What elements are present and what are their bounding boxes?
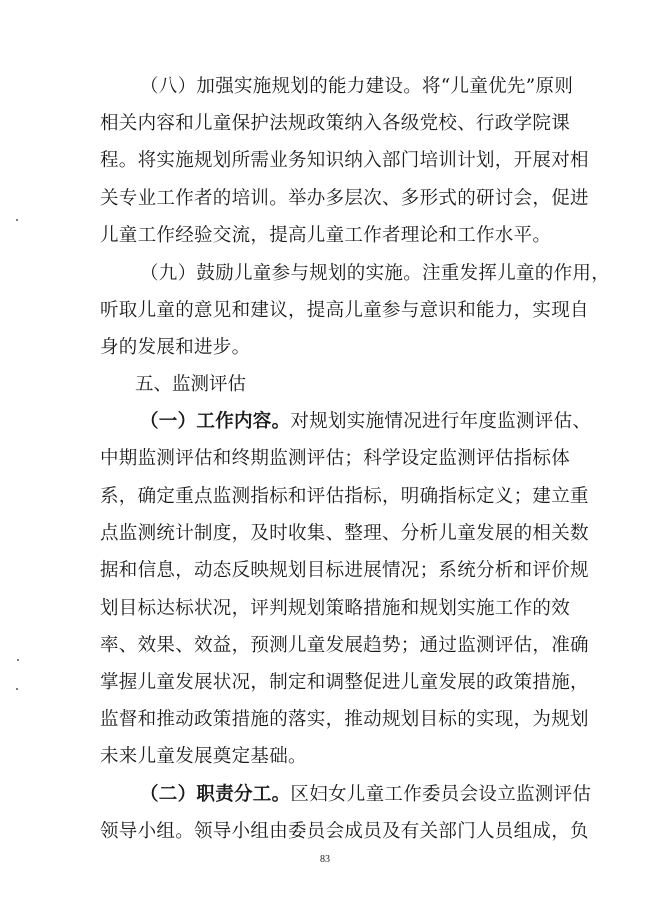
margin-mark	[16, 219, 18, 221]
paragraph-line: （八）加强实施规划的能力建设。将“儿童优先”原则	[140, 76, 574, 97]
subsection-text: 区妇女儿童工作委员会设立监测评估	[290, 784, 592, 805]
paragraph-line: 关专业工作者的培训。举办多层次、多形式的研讨会，促进	[100, 188, 589, 209]
paragraph-line: （九）鼓励儿童参与规划的实施。注重发挥儿童的作用，	[140, 263, 611, 284]
paragraph-line: 中期监测评估和终期监测评估；科学设定监测评估指标体	[100, 448, 571, 469]
paragraph-line: 领导小组。领导小组由委员会成员及有关部门人员组成，负	[100, 821, 589, 842]
paragraph-line: 率、效果、效益，预测儿童发展趋势；通过监测评估，准确	[100, 635, 589, 656]
paragraph-line: 相关内容和儿童保护法规政策纳入各级党校、行政学院课	[100, 113, 571, 134]
paragraph-line: 听取儿童的意见和建议，提高儿童参与意识和能力，实现自	[100, 300, 589, 321]
paragraph-line: 划目标达标状况，评判规划策略措施和规划实施工作的效	[100, 598, 571, 619]
margin-mark	[16, 688, 18, 690]
paragraph-line: 未来儿童发展奠定基础。	[100, 746, 307, 767]
subsection-first-line	[140, 782, 592, 808]
paragraph-line: 监督和推动政策措施的落实，推动规划目标的实现，为规划	[100, 709, 589, 730]
paragraph-line: 身的发展和进步。	[100, 337, 251, 358]
subsection-title: （一）工作内容。	[140, 411, 291, 432]
margin-mark	[17, 659, 19, 661]
subsection-title: （二）职责分工。	[140, 784, 291, 805]
paragraph-line: 系，确定重点监测指标和评估指标，明确指标定义；建立重	[100, 486, 589, 507]
section-heading: 五、监测评估	[135, 374, 247, 395]
subsection-first-line	[140, 409, 592, 435]
page-number: 83	[320, 854, 330, 865]
paragraph-line: 程。将实施规划所需业务知识纳入部门培训计划，开展对相	[100, 150, 589, 171]
paragraph-line: 掌握儿童发展状况，制定和调整促进儿童发展的政策措施，	[100, 672, 589, 693]
paragraph-line: 儿童工作经验交流，提高儿童工作者理论和工作水平。	[100, 225, 552, 246]
paragraph-line: 点监测统计制度，及时收集、整理、分析儿童发展的相关数	[100, 523, 589, 544]
paragraph-line: 据和信息，动态反映规划目标进展情况；系统分析和评价规	[100, 560, 589, 581]
subsection-text: 对规划实施情况进行年度监测评估、	[290, 411, 592, 432]
